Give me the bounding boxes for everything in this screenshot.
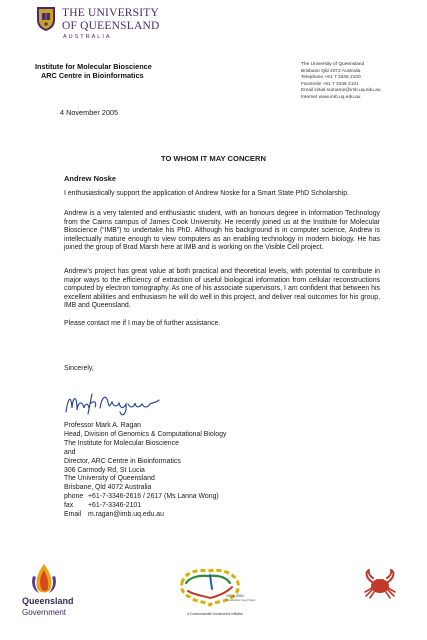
recipient-name: Andrew Noske [64,174,117,183]
phone-value: +61-7-3346-2616 / 2617 (Ms Lanna Wong) [88,493,219,501]
commonwealth-caption: A Commonwealth Government Initiative [187,612,243,616]
paragraph-1: I enthusiastically support the application of Andrew Noske for a Smart State PhD Scholarship. [64,190,349,197]
signatory-block [64,422,226,520]
university-name-line2: OF QUEENSLAND [62,20,160,32]
university-crest-icon [36,6,56,32]
signatory-line: The University of Queensland [64,475,155,483]
centenary-of-federation-logo-icon [174,565,248,609]
email-row [64,511,226,520]
department-block [35,62,152,80]
email-label: Email [64,511,82,519]
handwritten-signature [62,388,162,418]
signatory-line: 306 Carmody Rd, St Lucia [64,466,145,474]
signatory-line: and [64,448,76,456]
contact-line: Email initial.surname@imb.uq.edu.au [301,88,381,94]
federation-project: A Federation Year Project [226,599,256,602]
phone-row [64,493,226,502]
letter-date: 4 November 2005 [60,108,119,117]
contact-line: The University of Queensland [301,62,365,67]
closing: Sincerely, [64,365,94,372]
signatory-line: Brisbane, Qld 4072 Australia [64,484,152,492]
signatory-line: The Institute for Molecular Bioscience [64,439,179,447]
phone-label: phone [64,493,84,501]
contact-line: Internet www.imb.uq.edu.au [301,94,361,100]
queensland-government-logo-icon [27,562,61,596]
signatory-line: Director, ARC Centre in Bioinformatics [64,457,181,465]
university-name-line1: THE UNIVERSITY [62,7,160,19]
government-wordmark: Government [22,608,67,617]
contact-line: Brisbane Qld 4072 Australia [301,68,361,74]
letterhead-contact [301,62,381,102]
paragraph-2: Andrew is a very talented and enthusiastic student, with an honours degree in Information Technology from the Cairns campus of James Cook University. He recently joined us at the Institute for Molecular Bioscience (“IMB”) to undertake his PhD. Although his background is in computer science, Andrew is intellectually mature enough to view computers as an enabling technology in modern biology. He has joined the group of Brad Marsh here at IMB and is working on the Visible Cell project. [64,210,380,252]
contact-line: Telephone +61 7 3346 2100 [301,75,361,81]
crab-logo-icon [362,568,398,600]
department-name: Institute for Molecular Bioscience [35,62,152,71]
letter-heading: TO WHOM IT MAY CONCERN [161,154,266,163]
fax-label: fax [64,502,74,510]
paragraph-4: Please contact me if I may be of further assistance. [64,320,221,327]
fax-row [64,502,226,511]
email-value: m.ragan@imb.uq.edu.au [88,511,164,519]
signatory-line: Professor Mark A. Ragan [64,422,141,429]
federation-years: 1901-2001 [226,594,245,598]
queensland-wordmark: Queensland [22,596,74,606]
university-country: AUSTRALIA [63,34,112,40]
contact-line: Facsimile +61 7 3346 2101 [301,81,359,87]
centre-name: ARC Centre in Bioinformatics [41,71,144,80]
signatory-line: Head, Division of Genomics & Computational Biology [64,430,227,438]
paragraph-3: Andrew’s project has great value at both practical and theoretical levels, with potential to contribute in major ways to the efficiency of extraction of useful biological information from cellular reconstructions computed by electron tomography. As one of his associate supervisors, I am confident that between his excellent abilities and enthusiasm he will do well in this project, and deliver real outcomes for his group, IMB and Queensland. [64,268,380,310]
fax-value: +61-7-3346-2101 [88,502,142,510]
